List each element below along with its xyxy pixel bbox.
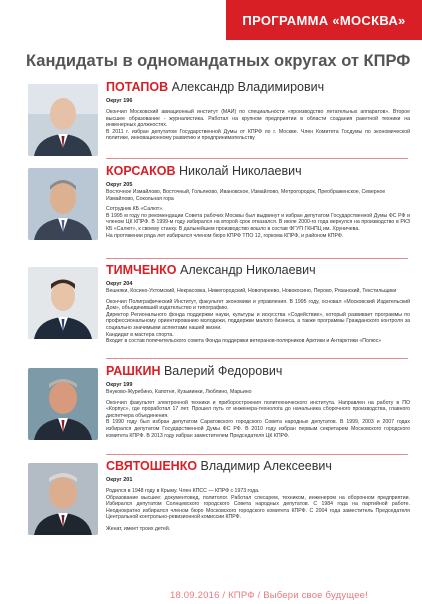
bio-paragraph: Родился в 1948 году в Крыму. Член КПСС — КПРФ с 1973 года. (106, 488, 260, 494)
bio-paragraph: Директор Регионального фонда поддержки науки, культуры и искусства «Содействие», который развивает программы по профессиональному ориентированию молодежи, поддержки малого бизнеса, а также программы Гражданского контроля за социально значимыми аспектами нашей жизни. (106, 311, 410, 331)
candidate-districts: Внуково-Журебино, Капотня, Кузьминки, Люблино, Марьино (106, 389, 252, 395)
candidate-photo (28, 267, 98, 339)
candidate-bio (106, 109, 410, 142)
bio-paragraph: Окончил факультет электронной техники и приборостроения политехнического института. Направлен на работу в ПО «Корпус», где проработал 17 лет. Прошел путь от инженера-технолога до начальника сборочного производства, главного диспетчера объединения. (106, 399, 410, 419)
bio-paragraph: В 2011 г. избран депутатом Государственной Думы от КПРФ по г. Москве. Член Комитета Госдумы по экономической политике, инновационному развитию и предпринимательству (106, 128, 410, 142)
candidate-surname: РАШКИН (106, 364, 161, 378)
candidate-okrug: Округ 205 (106, 182, 133, 188)
candidate-bio (106, 488, 410, 533)
candidate-given-name: Владимир Алексеевич (200, 459, 332, 473)
candidate-photo (28, 84, 98, 156)
section-divider (106, 158, 408, 159)
candidate-surname: СВЯТОШЕНКО (106, 459, 198, 473)
candidate-surname: ТИМЧЕНКО (106, 263, 177, 277)
candidate-name (106, 263, 410, 277)
candidate-given-name: Валерий Федорович (163, 364, 283, 378)
candidate-surname: ПОТАПОВ (106, 80, 169, 94)
candidate-photo (28, 168, 98, 240)
bio-paragraph: Окончил Полиграфический Институт, факультет экономики и управления. В 1995 году, основал «Московский Издательский Дом», объединивший издательство и типографию. (106, 298, 410, 312)
bio-paragraph: Входит в состав попечительского совета Фонда поддержки ветеранов-полярников Арктики и Антарктики «Полюс» (106, 338, 382, 345)
candidate-surname: КОРСАКОВ (106, 164, 176, 178)
banner-text: ПРОГРАММА «МОСКВА» (242, 12, 406, 28)
candidate-bio (106, 299, 410, 345)
bio-paragraph: Сотрудник КБ «Салют». (106, 206, 164, 213)
section-divider (106, 358, 408, 359)
candidate-photo (28, 368, 98, 440)
candidate-okrug: Округ 196 (106, 98, 133, 104)
candidate-name (106, 364, 410, 378)
candidate-name (106, 164, 410, 178)
program-banner (226, 0, 422, 40)
candidate-districts: Восточное Измайлово, Восточный, Гольяново, Ивановское, Измайлово, Метрогородок, Преображенское, Северное Измайлово, Сокольная гора (106, 189, 386, 202)
bio-paragraph: В 1990 году был избран депутатом Саратовского городского Совета народных депутатов. В 1999, 2003 и 2007 годах избирался депутатом Государственной Думы ФС РФ. В 2010 году избран первым секретарем Московского городского комитета КПРФ. В 2013 году избран заместителем Председателя ЦК КПРФ. (106, 419, 410, 439)
candidate-name (106, 80, 410, 94)
bio-paragraph: Образование высшее: документовед, политолог. Работал слесарем, техником, инженером на оборонном предприятии. Избирался депутатом Солнцевского городского Совета народных депутатов. С 1984 года на партийной работе. Неоднократно избирался членом бюро Московского городского комитета КПРФ. С 2004 года заместитель Председателя Центральной контрольно-ревизионной комиссии КПРФ. (106, 494, 410, 521)
bio-paragraph: В 1995 м году по рекомендации Совета рабочих Москвы был выдвинут и избран депутатом Государственной Думы ФС РФ и членом ЦК КПРФ. В 1999-м году избирался на второй срок отказался. В июле 2000-го года вернулся на производство в РКЗ КБ «Салют», к своему станку. В дальнейшем производство вошло в состав ФГУП ГКНПЦ им. Хруничева. (106, 212, 410, 232)
candidate-districts: Вешняки, Косино-Ухтомский, Некрасовка, Нижегородский, Новогиреево, Новокосино, Перово, Рязанский, Текстильщики (106, 288, 397, 294)
candidate-okrug: Округ 204 (106, 281, 133, 287)
candidate-photo (28, 463, 98, 535)
candidate-okrug: Округ 201 (106, 477, 133, 483)
bio-paragraph: Кандидат в мастера спорта. (106, 331, 174, 338)
candidate-given-name: Николай Николаевич (179, 164, 302, 178)
bio-paragraph: Женат, имеет троих детей. (106, 525, 171, 532)
bio-paragraph: На протяжении ряда лет избирался членом бюро КПРФ ТПО 12, горкома КПРФ, и районом КПРФ. (106, 232, 344, 239)
candidate-okrug: Округ 199 (106, 382, 133, 388)
candidate-given-name: Александр Владимирович (171, 80, 325, 94)
section-divider (106, 454, 408, 455)
footer-slogan: 18.09.2016 / КПРФ / Выбери свое будущее! (170, 590, 368, 601)
candidate-bio (106, 206, 410, 239)
page-title: Кандидаты в одномандатных округах от КПРФ (26, 52, 411, 70)
candidate-name (106, 459, 410, 473)
candidate-given-name: Александр Николаевич (180, 263, 316, 277)
bio-paragraph: Окончил Московский авиационный институт (МАИ) по специальности «производство летательных аппаратов». Второе высшее образование - журналистика. Работал на крупном предприятии в области создания ракетной техники на инженерных должностях. (106, 109, 410, 129)
section-divider (106, 258, 408, 259)
candidate-bio (106, 400, 410, 440)
